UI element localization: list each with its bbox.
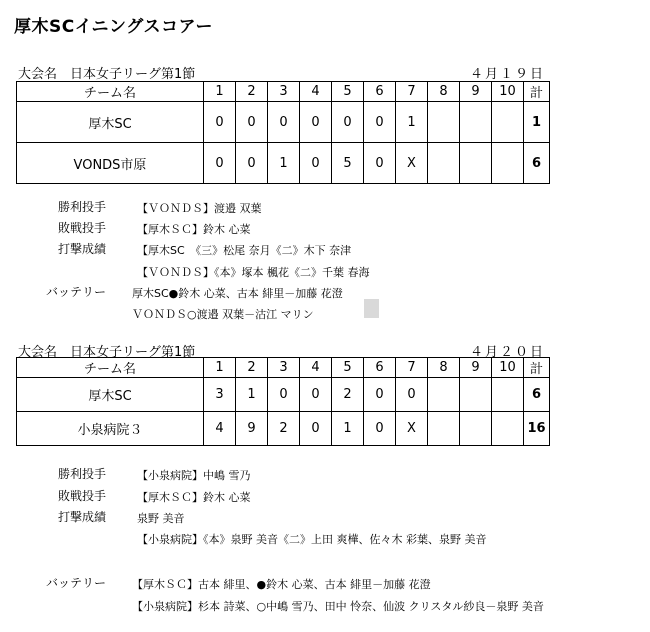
- game1-batting-line-2: 【ＶＯＮＤＳ】《本》塚本 楓花《二》千葉 春海: [137, 266, 370, 279]
- inning-score: 0: [364, 378, 396, 412]
- game2-lose-pitcher: 【厚木ＳＣ】鈴木 心菜: [137, 491, 251, 504]
- inning-score: 0: [236, 143, 268, 184]
- inning-score: X: [396, 412, 428, 446]
- header-inning-4: 4: [300, 358, 332, 378]
- game2-battery-line-1: 【厚木ＳＣ】古本 緋里、●鈴木 心菜、古本 緋里－加藤 花澄: [132, 578, 431, 591]
- total-score: 16: [524, 412, 550, 446]
- inning-score: 1: [268, 143, 300, 184]
- inning-score: 0: [364, 412, 396, 446]
- inning-score: 5: [332, 143, 364, 184]
- inning-score: 0: [268, 378, 300, 412]
- header-inning-3: 3: [268, 358, 300, 378]
- game2-batting-line-2: 【小泉病院】《本》泉野 美音《二》上田 爽樺、佐々木 彩葉、泉野 美音: [137, 533, 487, 546]
- total-score: 6: [524, 378, 550, 412]
- game2-team-row: [17, 412, 550, 446]
- header-inning-2: 2: [236, 82, 268, 102]
- game1-lose-pitcher-label: 敗戦投手: [58, 221, 107, 235]
- game2-batting-line-1: 泉野 美音: [137, 512, 185, 525]
- inning-score: 1: [236, 378, 268, 412]
- team-name: 厚木SC: [17, 102, 204, 143]
- game2-batting-label: 打撃成績: [58, 510, 107, 524]
- inning-score: 1: [332, 412, 364, 446]
- header-inning-5: 5: [332, 358, 364, 378]
- inning-score: [460, 412, 492, 446]
- header-inning-6: 6: [364, 82, 396, 102]
- inning-score: X: [396, 143, 428, 184]
- inning-score: 0: [332, 102, 364, 143]
- inning-score: [428, 143, 460, 184]
- team-name: 小泉病院３: [17, 412, 204, 446]
- game2-score-table: [16, 357, 550, 446]
- inning-score: 0: [300, 143, 332, 184]
- header-team: チーム名: [17, 358, 204, 378]
- inning-score: 3: [204, 378, 236, 412]
- header-inning-10: 10: [492, 82, 524, 102]
- inning-score: 1: [396, 102, 428, 143]
- game1-batting-label: 打撃成績: [58, 242, 107, 256]
- page-title: 厚木SCイニングスコアー: [14, 17, 214, 37]
- header-inning-1: 1: [204, 358, 236, 378]
- game1-battery-line-2: ＶＯＮＤＳ○渡邉 双葉－沽江 マリン: [132, 308, 314, 321]
- header-inning-1: 1: [204, 82, 236, 102]
- game2-battery-line-2: 【小泉病院】杉本 詩菜、○中嶋 雪乃、田中 怜奈、仙波 クリスタル紗良－泉野 美音: [132, 600, 544, 613]
- header-inning-2: 2: [236, 358, 268, 378]
- inning-score: 0: [268, 102, 300, 143]
- header-inning-5: 5: [332, 82, 364, 102]
- header-inning-7: 7: [396, 358, 428, 378]
- inning-score: [428, 378, 460, 412]
- inning-score: [460, 378, 492, 412]
- game1-lose-pitcher: 【厚木ＳＣ】鈴木 心菜: [137, 223, 251, 236]
- game1-tournament: 大会名 日本女子リーグ第1節: [18, 67, 196, 82]
- game1-battery-line-1: 厚木SC●鈴木 心菜、古本 緋里－加藤 花澄: [132, 287, 343, 300]
- game1-battery-label: バッテリー: [46, 285, 107, 299]
- header-inning-8: 8: [428, 82, 460, 102]
- game1-win-pitcher-label: 勝利投手: [58, 200, 107, 214]
- game1-team-row: [17, 143, 550, 184]
- inning-score: [492, 102, 524, 143]
- header-inning-8: 8: [428, 358, 460, 378]
- inning-score: [428, 102, 460, 143]
- inning-score: [492, 378, 524, 412]
- game2-lose-pitcher-label: 敗戦投手: [58, 489, 107, 503]
- game1-win-pitcher: 【ＶＯＮＤＳ】渡邉 双葉: [137, 202, 262, 215]
- inning-score: 0: [364, 143, 396, 184]
- game2-team-row: [17, 378, 550, 412]
- header-inning-4: 4: [300, 82, 332, 102]
- header-team: チーム名: [17, 82, 204, 102]
- game2-date: ４月２０日: [470, 345, 546, 360]
- header-inning-9: 9: [460, 82, 492, 102]
- total-score: 6: [524, 143, 550, 184]
- total-score: 1: [524, 102, 550, 143]
- game1-header-row: [17, 82, 550, 102]
- team-name: 厚木SC: [17, 378, 204, 412]
- game1-team-row: [17, 102, 550, 143]
- game1-date: ４月１９日: [470, 67, 546, 82]
- inning-score: 2: [332, 378, 364, 412]
- inning-score: [492, 143, 524, 184]
- inning-score: 0: [204, 102, 236, 143]
- grey-cell-marker: [364, 299, 379, 318]
- team-name: VONDS市原: [17, 143, 204, 184]
- game2-header-row: [17, 358, 550, 378]
- game2-win-pitcher-label: 勝利投手: [58, 467, 107, 481]
- inning-score: [460, 102, 492, 143]
- inning-score: [492, 412, 524, 446]
- inning-score: 9: [236, 412, 268, 446]
- inning-score: 0: [364, 102, 396, 143]
- game1-batting-line-1: 【厚木SC 《三》松尾 奈月《二》木下 奈津: [137, 244, 352, 257]
- header-inning-10: 10: [492, 358, 524, 378]
- inning-score: 0: [236, 102, 268, 143]
- header-inning-6: 6: [364, 358, 396, 378]
- header-inning-3: 3: [268, 82, 300, 102]
- header-total: 計: [524, 358, 550, 378]
- inning-score: 0: [300, 378, 332, 412]
- header-inning-7: 7: [396, 82, 428, 102]
- inning-score: 0: [300, 412, 332, 446]
- header-total: 計: [524, 82, 550, 102]
- inning-score: 0: [204, 143, 236, 184]
- header-inning-9: 9: [460, 358, 492, 378]
- inning-score: 2: [268, 412, 300, 446]
- game2-win-pitcher: 【小泉病院】中嶋 雪乃: [137, 469, 251, 482]
- inning-score: [460, 143, 492, 184]
- game1-score-table: [16, 81, 550, 184]
- inning-score: 0: [396, 378, 428, 412]
- game2-tournament: 大会名 日本女子リーグ第1節: [18, 345, 196, 360]
- game2-battery-label: バッテリー: [46, 576, 107, 590]
- inning-score: 0: [300, 102, 332, 143]
- inning-score: [428, 412, 460, 446]
- inning-score: 4: [204, 412, 236, 446]
